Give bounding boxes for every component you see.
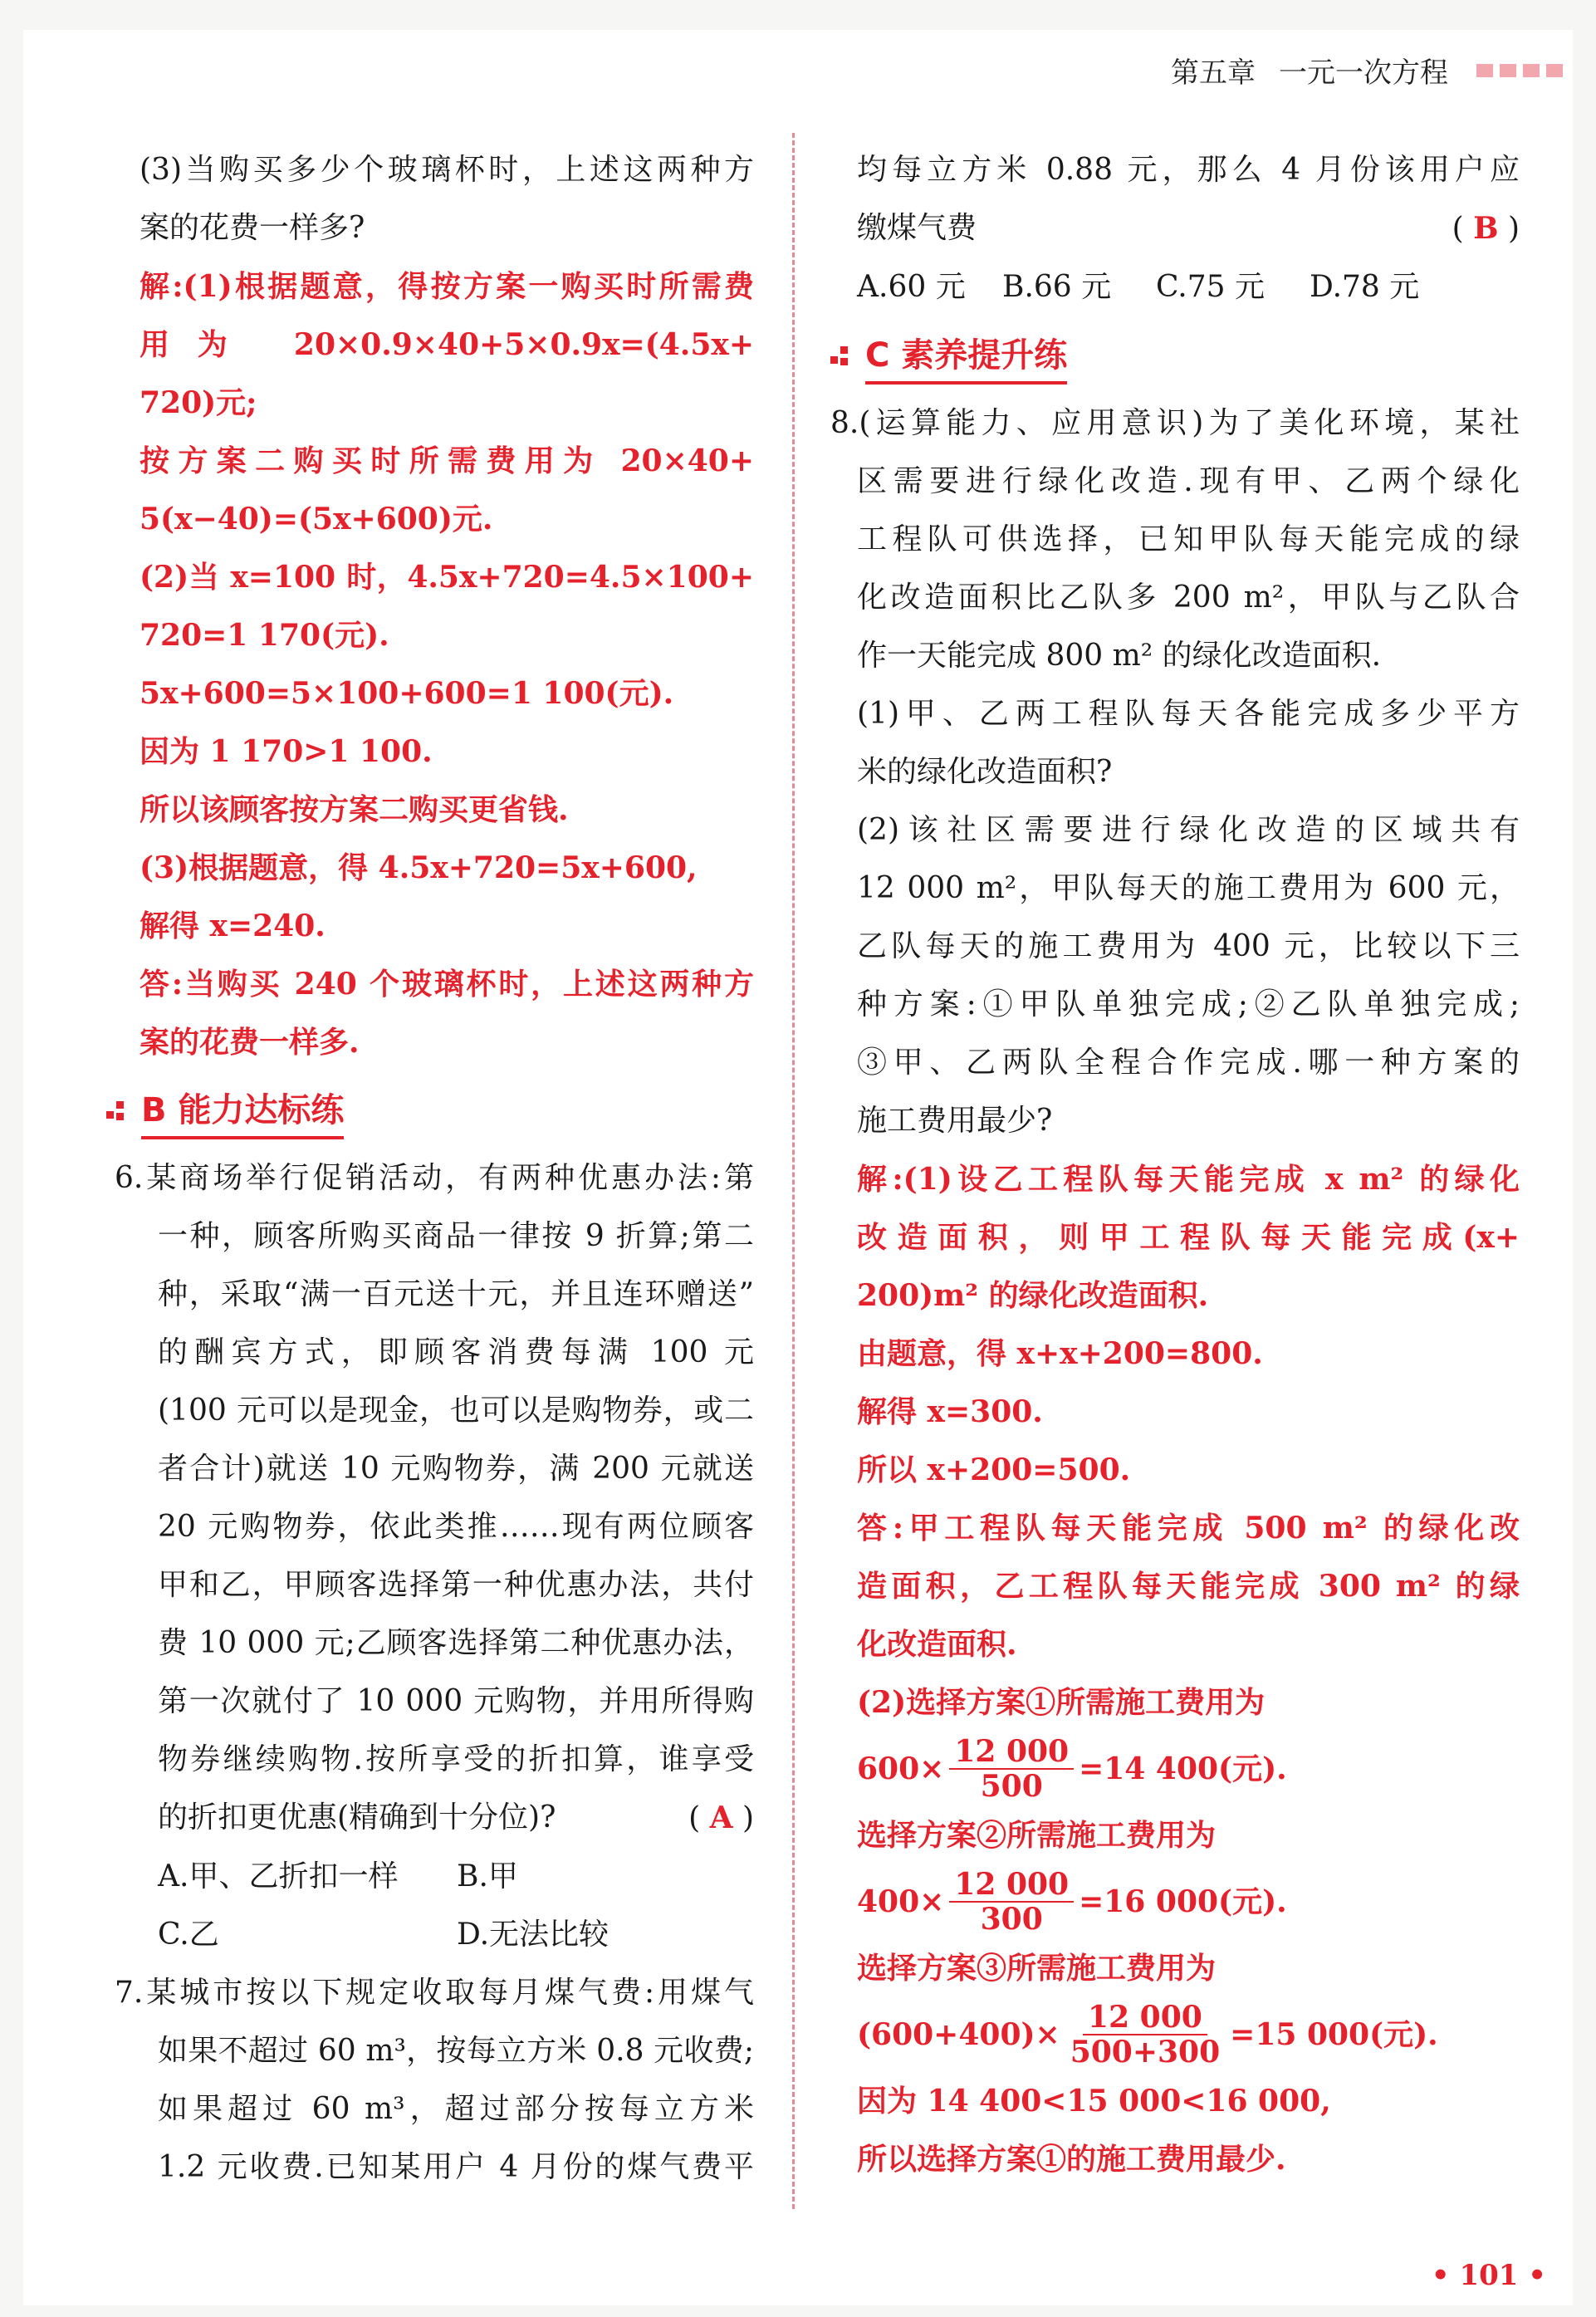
q7-line: 1.2 元收费.已知某用户 4 月份的煤气费平 [158, 2150, 754, 2184]
solution-line: 5(x−40)=(5x+600)元. [140, 502, 493, 536]
q6-line: 费 10 000 元;乙顾客选择第二种优惠办法， [158, 1626, 754, 1660]
q7-cont-line: 均每立方米 0.88 元，那么 4 月份该用户应 [857, 153, 1520, 187]
solution-line: 所以该顾客按方案二购买更省钱. [140, 792, 569, 827]
section-b-title: B 能力达标练 [141, 1084, 344, 1139]
section-marker-icon [830, 346, 850, 366]
decor-squares [1476, 64, 1563, 77]
q7-line: 如果不超过 60 m³，按每立方米 0.8 元收费; [158, 2034, 754, 2068]
q8-part2: 乙队每天的施工费用为 400 元，比较以下三 [857, 929, 1520, 963]
q6-line: 6.某商场举行促销活动，有两种优惠办法:第 [115, 1161, 754, 1195]
q7-cont-line: 缴煤气费 ( B ) [857, 211, 1520, 246]
section-c-heading [830, 325, 1520, 388]
q8-solution-line: 所以选择方案①的施工费用最少. [857, 2142, 1286, 2177]
page-number: • 101 • [1431, 2259, 1546, 2292]
q6-line: 第一次就付了 10 000 元购物，并用所得购 [158, 1684, 754, 1718]
column-divider [792, 133, 795, 2209]
q7-line: 如果超过 60 m³，超过部分按每立方米 [158, 2092, 754, 2126]
q8-solution-line: 所以 x+200=500. [857, 1452, 1131, 1487]
solution-line: 答:当购买 240 个玻璃杯时，上述这两种方 [140, 967, 754, 1002]
solution-line: (2)当 x=100 时，4.5x+720=4.5×100+ [140, 560, 754, 595]
solution-line: 720)元; [140, 385, 257, 420]
solution-line: 案的花费一样多. [140, 1025, 360, 1060]
section-marker-icon [106, 1101, 126, 1121]
q8-part2: 12 000 m²，甲队每天的施工费用为 600 元， [857, 871, 1520, 905]
q6-answer: A [709, 1800, 733, 1835]
q3-line: 案的花费一样多? [140, 211, 365, 245]
q8-solution-line: 解:(1)设乙工程队每天能完成 x m² 的绿化 [857, 1162, 1520, 1197]
q8-solution-line: 选择方案③所需施工费用为 [857, 1951, 1217, 1986]
q7-options [857, 258, 1520, 316]
q6-last-line: 的折扣更优惠(精确到十分位)? ( A ) [158, 1800, 754, 1835]
q8-solution-line: 解得 x=300. [857, 1394, 1043, 1429]
q6-option-b: B.甲 [457, 1859, 518, 1893]
q8-part2: 施工费用最少? [857, 1104, 1053, 1138]
q8-part1: 米的绿化改造面积? [857, 755, 1113, 789]
q7-answer: B [1473, 211, 1499, 246]
q8-line: 8.(运算能力、应用意识)为了美化环境，某社 [830, 406, 1520, 440]
question-6 [115, 1149, 754, 2197]
section-c-title: C 素养提升练 [865, 329, 1067, 385]
section-b-heading [106, 1080, 754, 1143]
q8-part2: (2)该社区需要进行绿化改造的区域共有 [857, 813, 1520, 847]
q8-part1: (1)甲、乙两工程队每天各能完成多少平方 [857, 697, 1520, 731]
chapter-label: 第五章 [1171, 56, 1256, 90]
q8-line: 化改造面积比乙队多 200 m²，甲队与乙队合 [857, 580, 1520, 615]
formula-plan-3: (600+400)× $\frac{12 000}{500+300}$ =15 000(元). [857, 2000, 1438, 2070]
q7-option-d: D.78 元 [1310, 270, 1420, 304]
q8-solution-line: 选择方案②所需施工费用为 [857, 1818, 1217, 1853]
q6-option-d: D.无法比较 [457, 1918, 610, 1952]
right-column [830, 141, 1520, 2188]
q8-solution-line: 由题意，得 x+x+200=800. [857, 1336, 1263, 1371]
q7-option-a: A.60 元 [857, 270, 966, 304]
q6-line: 者合计)就送 10 元购物券，满 200 元就送 [158, 1452, 754, 1486]
q8-solution-line: (2)选择方案①所需施工费用为 [857, 1685, 1266, 1720]
solution-line: 720=1 170(元). [140, 618, 389, 653]
q6-options-row1 [158, 1848, 754, 1906]
page-header [1171, 50, 1563, 91]
q6-option-a: A.甲、乙折扣一样 [158, 1859, 399, 1893]
solution-line: 用为 20×0.9×40+5×0.9x=(4.5x+ [140, 327, 754, 362]
q6-line: (100 元可以是现金，也可以是购物券，或二 [158, 1394, 754, 1428]
q7-option-c: C.75 元 [1156, 270, 1265, 304]
solution-line: 5x+600=5×100+600=1 100(元). [140, 676, 674, 711]
q6-line: 物券继续购物.按所享受的折扣算，谁享受 [158, 1742, 754, 1776]
q8-solution-line: 答:甲工程队每天能完成 500 m² 的绿化改 [857, 1511, 1520, 1545]
q8-part2: ③甲、乙两队全程合作完成.哪一种方案的 [857, 1046, 1520, 1080]
q8-line: 作一天能完成 800 m² 的绿化改造面积. [857, 639, 1382, 673]
q6-line: 20 元购物券，依此类推……现有两位顾客 [158, 1510, 754, 1544]
q6-options-row2 [158, 1906, 754, 1964]
q8-solution-line: 200)m² 的绿化改造面积. [857, 1278, 1209, 1313]
q8-solution-line: 造面积，乙工程队每天能完成 300 m² 的绿 [857, 1569, 1520, 1604]
q8-solution-line: 化改造面积. [857, 1627, 1017, 1662]
q8-line: 区需要进行绿化改造.现有甲、乙两个绿化 [857, 464, 1520, 498]
solution-line: 解得 x=240. [140, 909, 326, 943]
q7-option-b: B.66 元 [1002, 270, 1112, 304]
formula-plan-1: 600× $\frac{12 000}{500}$ =14 400(元). [857, 1734, 1287, 1804]
q6-line: 种，采取“满一百元送十元，并且连环赠送” [158, 1277, 754, 1311]
formula-plan-2: 400× $\frac{12 000}{300}$ =16 000(元). [857, 1867, 1287, 1937]
q6-line: 甲和乙，甲顾客选择第一种优惠办法，共付 [158, 1568, 754, 1602]
q6-line: 的酬宾方式，即顾客消费每满 100 元 [158, 1335, 754, 1369]
q8-solution-line: 改造面积，则甲工程队每天能完成(x+ [857, 1220, 1520, 1255]
q6-option-c: C.乙 [158, 1918, 219, 1952]
chapter-title: 一元一次方程 [1279, 56, 1448, 90]
q7-line: 7.某城市按以下规定收取每月煤气费:用煤气 [115, 1976, 754, 2010]
left-column [115, 141, 754, 2197]
solution-line: 解:(1)根据题意，得按方案一购买时所需费 [140, 269, 754, 304]
q8-part2: 种方案:①甲队单独完成;②乙队单独完成; [857, 987, 1520, 1021]
q6-line: 一种，顾客所购买商品一律按 9 折算;第二 [158, 1219, 754, 1253]
solution-line: 按方案二购买时所需费用为 20×40+ [140, 443, 754, 478]
q8-line: 工程队可供选择，已知甲队每天能完成的绿 [857, 522, 1520, 556]
q3-line: (3)当购买多少个玻璃杯时，上述这两种方 [140, 153, 754, 187]
q8-solution-line: 因为 14 400<15 000<16 000, [857, 2084, 1331, 2119]
solution-line: (3)根据题意，得 4.5x+720=5x+600, [140, 850, 698, 885]
solution-line: 因为 1 170>1 100. [140, 734, 433, 769]
